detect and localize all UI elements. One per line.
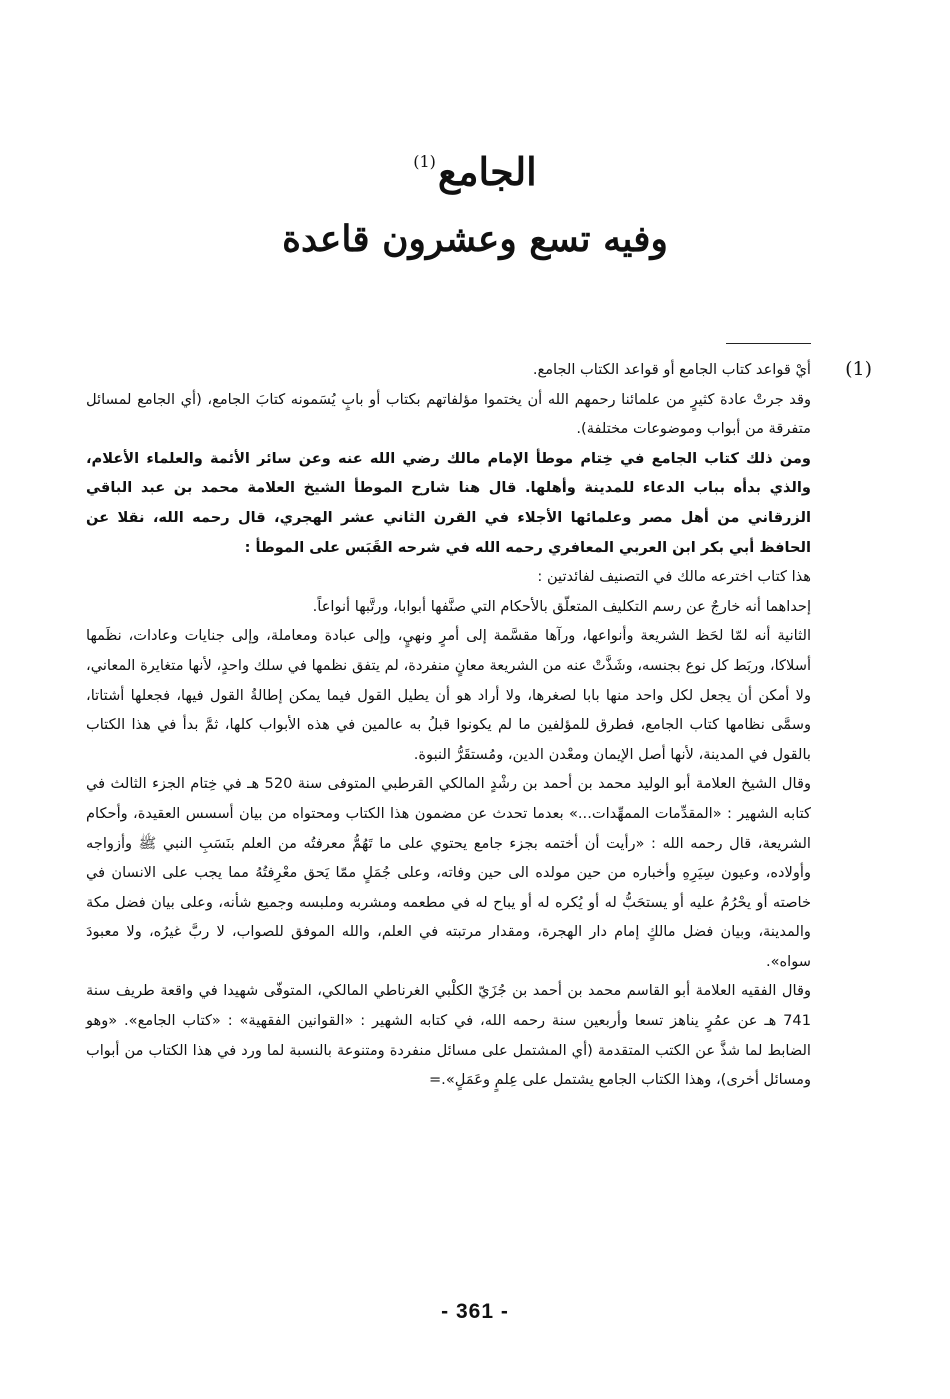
- footnote-number: (1): [845, 358, 872, 380]
- footnote-paragraph: إحداهما أنه خارجٌ عن رسم التكليف المتعلّق بالأحكام التي صنَّفها أبوابا، ورتَّبها أنواعاً.: [312, 597, 811, 615]
- page-title: [413, 138, 537, 196]
- page-title-text: الجامع: [437, 149, 537, 194]
- page-number: - 361 -: [441, 1300, 509, 1323]
- footnote-paragraph: أيْ قواعد كتاب الجامع أو قواعد الكتاب الجامع.: [532, 361, 811, 378]
- footnote-paragraph: وقال الفقيه العلامة أبو القاسم محمد بن أحمد بن جُزَيّ الكلْبي الغرناطي المالكي، المتوفّى شهيدا في واقعة طريف سنة 741 هـ عن عمُرٍ يناهز تسعا وأربعين سنة رحمه الله، في كتابه الشهير : «القوانين الفقهية» : «كتاب الجامع». «وهو الضابط لما شذَّ عن الكتب المتقدمة (أي المشتمل على مسائل منفردة ومتنوعة بالنسبة لما ورد في هذا الكتاب من أبواب ومسائل أخرى)، وهذا الكتاب الجامع يشتمل على عِلمٍ وعَمَلٍ».=: [86, 982, 811, 1089]
- footnote-body: [86, 355, 811, 1095]
- page-subtitle: وفيه تسع وعشرون قاعدة: [282, 218, 668, 260]
- footnote-paragraph: وقال الشيخ العلامة أبو الوليد محمد بن أحمد بن رشْدٍ المالكي القرطبي المتوفى سنة 520 هـ في خِتام الجزء الثالث في كتابه الشهير : «المقدِّمات الممهِّدات...» بعدما تحدث عن مضمون هذا الكتاب ومحتواه من بيان أسسس العقيدة، وأحكام الشريعة، قال رحمه الله : «رأيت أن أختمه بجزء جامع يحتوي على ما تَهُمُّ معرفتُه من العلم بنَسَبِ النبي ﷺ وأزواجه وأولاده، وعيون سِيَرِهِ وأخباره من حين مولده الى حين وفاته، وعلى جُمَلٍ ممّا يَحق معْرِفتُهُ مما يجب على الانسان في خاصته أو يحْرُمُ عليه أو يستحَبُّ له أو يُكره له أو يباح له في مطعمه ومشربه وملبسه وجميع شأنه، وعلى بيان فضل مكة والمدينة، وبيان فضل مالكٍ إمام دار الهجرة، ومقدار مرتبته في العلم، والله الموفق للصواب، لا ربَّ غيرُه، ولا معبودَ سواه».: [86, 775, 811, 970]
- footnote-separator: [726, 343, 811, 344]
- footnote-paragraph: ومن ذلك كتاب الجامع في خِتام موطأ الإمام مالك رضي الله عنه وعن سائر الأئمة والعلماء الأعلام، والذي بدأه بباب الدعاء للمدينة وأهلها. قال هنا شارح الموطأ الشيخ العلامة محمد بن عبد الباقي الزرقاني من أهل مصر وعلمائها الأجلاء في القرن الثاني عشر الهجري، قال رحمه الله، نقلا عن الحافظ أبي بكر ابن العربي المعافري رحمه الله في شرحه القَبَس على الموطأ :: [86, 449, 811, 556]
- footnote-paragraph: وقد جرتْ عادة كثيرٍ من علمائنا رحمهم الله أن يختموا مؤلفاتهم بكتاب أو بابٍ يُسَمونه كتابَ الجامع، (أي الجامع لمسائل متفرقة من أبواب وموضوعات مختلفة).: [86, 390, 811, 438]
- footnote-paragraph: هذا كتاب اخترعه مالك في التصنيف لفائدتين :: [537, 568, 811, 586]
- title-footnote-marker: (1): [413, 152, 436, 171]
- title-block: [0, 138, 950, 264]
- footnote-paragraph: الثانية أنه لمّا لحَظ الشريعة وأنواعها، ورآها مقسَّمة إلى أمرٍ ونهيٍ، وإلى عبادة ومعاملة، وإلى جنايات وعادات، نظَمها أسلاكا، وربَط كل نوع بجنسه، وشَذَّتْ عنه من الشريعة معانٍ منفردة، لم يتفق نظمها في سلك واحدٍ، لأنها متغايرة المعاني، ولا أمكن أن يجعل لكل واحد منها بابا لصغرها، ولا أراد هو أن يطيل القول فيما يمكن إطالةُ القول فيها، فجعلها أشتاتا، وسمَّى نظامها كتاب الجامع، فطرق للمؤلفين ما لم يكونوا قبلُ به عالمين في هذه الأبواب كلها، ثمَّ بدأ في هذا الكتاب بالقول في المدينة، لأنها أصل الإيمان ومعْدن الدين، ومُستقَرُّ النبوة.: [86, 627, 811, 763]
